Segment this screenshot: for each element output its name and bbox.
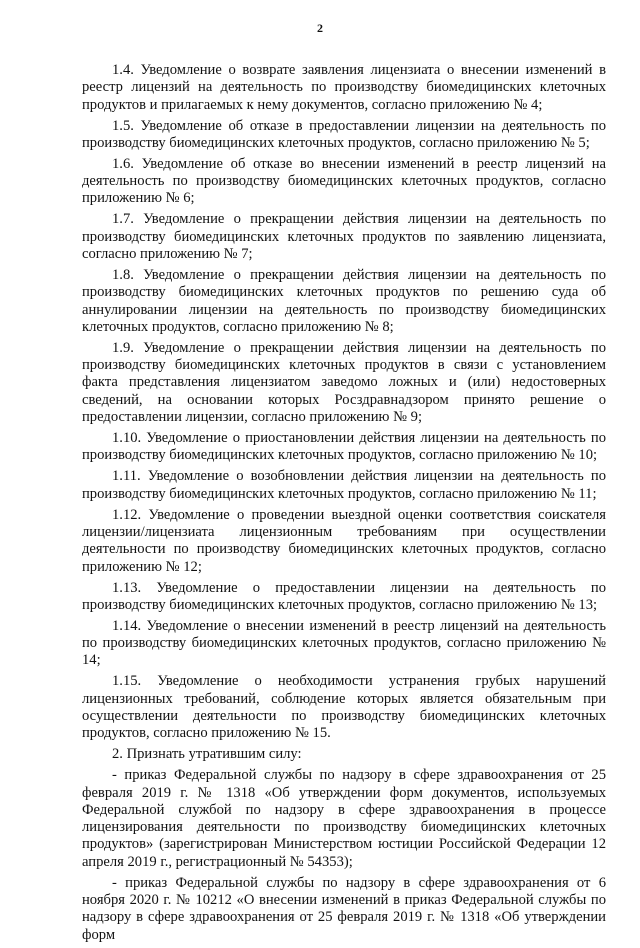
- page-number: 2: [317, 21, 323, 35]
- paragraph-1-9: 1.9. Уведомление о прекращении действия лицензии на деятельность по производству биомедицинских клеточных продуктов в связи с установлением факта представления лицензиатом заведомо ложных и (или) недостоверных сведений, на основании которых Росздравнадзором принято решение о предоставлении лицензии, согласно приложению № 9;: [82, 339, 606, 426]
- paragraph-1-15: 1.15. Уведомление о необходимости устранения грубых нарушений лицензионных требований, соблюдение которых является обязательным при осуществлении деятельности по производству биомедицинских клеточных продуктов, согласно приложению № 15.: [82, 673, 606, 742]
- paragraph-1-13: 1.13. Уведомление о предоставлении лицензии на деятельность по производству биомедицинских клеточных продуктов, согласно приложению № 13;: [82, 579, 606, 613]
- paragraph-1-5: 1.5. Уведомление об отказе в предоставлении лицензии на деятельность по производству биомедицинских клеточных продуктов, согласно приложению № 5;: [82, 117, 606, 151]
- document-body: [82, 62, 606, 948]
- paragraph-1-7: 1.7. Уведомление о прекращении действия лицензии на деятельность по производству биомедицинских клеточных продуктов по заявлению лицензиата, согласно приложению № 7;: [82, 211, 606, 263]
- paragraph-1-4: 1.4. Уведомление о возврате заявления лицензиата о внесении изменений в реестр лицензий на деятельность по производству биомедицинских клеточных продуктов и прилагаемых к нему документов, согласно приложению № 4;: [82, 62, 606, 113]
- paragraph-1-11: 1.11. Уведомление о возобновлении действия лицензии на деятельность по производству биомедицинских клеточных продуктов, согласно приложению № 11;: [82, 468, 606, 502]
- paragraph-1-14: 1.14. Уведомление о внесении изменений в реестр лицензий на деятельность по производству биомедицинских клеточных продуктов, согласно приложению № 14;: [82, 617, 606, 669]
- paragraph-1-10: 1.10. Уведомление о приостановлении действия лицензии на деятельность по производству биомедицинских клеточных продуктов, согласно приложению № 10;: [82, 430, 606, 464]
- paragraph-order-10212: - приказ Федеральной службы по надзору в сфере здравоохранения от 6 ноября 2020 г. № 10212 «О внесении изменений в приказ Федеральной службы по надзору в сфере здравоохранения от 25 февраля 2019 г. № 1318 «Об утверждении форм: [82, 874, 606, 943]
- paragraph-2: 2. Признать утратившим силу:: [112, 746, 302, 763]
- paragraph-1-8: 1.8. Уведомление о прекращении действия лицензии на деятельность по производству биомедицинских клеточных продуктов по решению суда об аннулировании лицензии на деятельность по производству биомедицинских клеточных продуктов, согласно приложению № 8;: [82, 267, 606, 335]
- paragraph-1-6: 1.6. Уведомление об отказе во внесении изменений в реестр лицензий на деятельность по производству биомедицинских клеточных продуктов, согласно приложению № 6;: [82, 155, 606, 207]
- paragraph-1-12: 1.12. Уведомление о проведении выездной оценки соответствия соискателя лицензии/лицензиата лицензионным требованиям при осуществлении деятельности по производству биомедицинских клеточных продуктов, согласно приложению № 12;: [82, 506, 606, 575]
- paragraph-order-1318: - приказ Федеральной службы по надзору в сфере здравоохранения от 25 февраля 2019 г. № 1318 «Об утверждении форм документов, используемых Федеральной службой по надзору в сфере здравоохранения в процессе лицензирования деятельности по производству биомедицинских клеточных продуктов» (зарегистрирован Министерством юстиции Российской Федерации 12 апреля 2019 г., регистрационный № 54353);: [82, 767, 606, 870]
